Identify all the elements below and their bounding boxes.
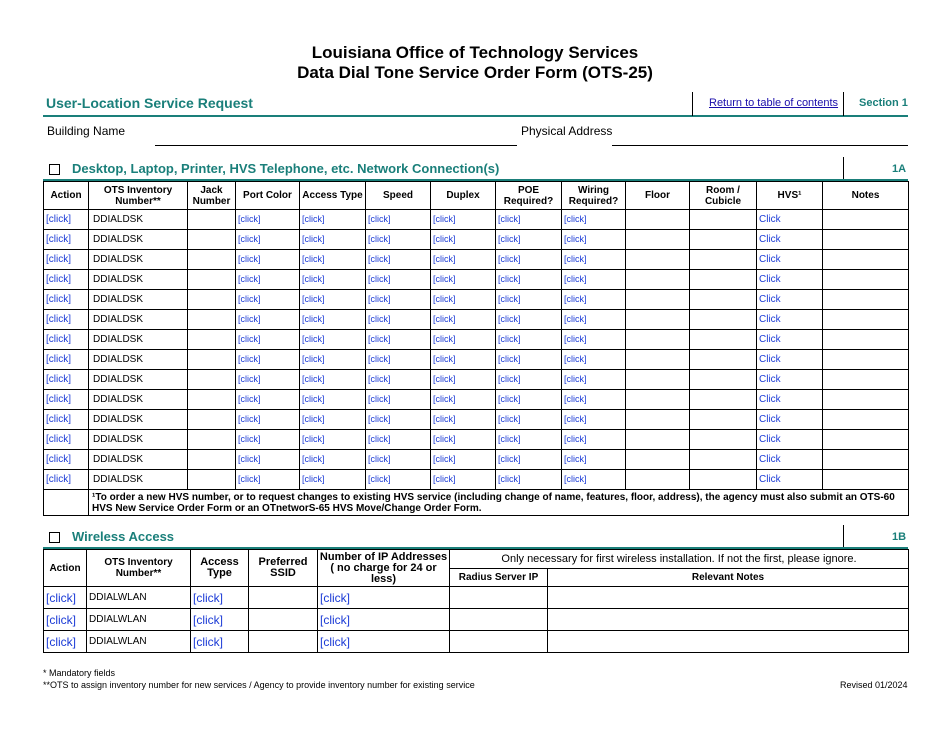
input-cell[interactable] [626,350,690,370]
select-click[interactable]: [click] [496,330,562,350]
select-click[interactable]: [click] [300,210,366,230]
section1-label: Section 1 [859,97,908,109]
select-click[interactable]: [click] [431,370,496,390]
inventory-number: DDIALDSK [89,310,188,330]
select-click[interactable]: [click] [236,270,300,290]
col-header-speed: Speed [366,182,431,210]
col-header-duplex: Duplex [431,182,496,210]
input-cell[interactable] [690,470,757,490]
input-cell[interactable] [823,470,909,490]
input-cell[interactable] [548,631,909,653]
action-click[interactable]: [click] [44,310,89,330]
select-click[interactable]: [click] [366,330,431,350]
revised-date: Revised 01/2024 [840,680,908,690]
select-click[interactable]: [click] [236,250,300,270]
inventory-number: DDIALDSK [89,470,188,490]
select-click[interactable]: [click] [300,470,366,490]
input-cell[interactable] [188,450,236,470]
divider [843,157,844,179]
col-header-ip-count: Number of IP Addresses ( no charge for 24 or less) [318,550,450,587]
input-cell[interactable] [690,230,757,250]
table-row [44,330,909,350]
select-click[interactable]: [click] [300,310,366,330]
select-click[interactable]: [click] [318,609,450,631]
select-click[interactable]: [click] [366,410,431,430]
select-click[interactable]: [click] [236,410,300,430]
select-click[interactable]: [click] [300,390,366,410]
select-click[interactable]: [click] [496,210,562,230]
select-click[interactable]: [click] [431,330,496,350]
table-row [44,410,909,430]
select-click[interactable]: [click] [431,390,496,410]
input-cell[interactable] [626,470,690,490]
section1b-title: Wireless Access [72,529,175,544]
table-row [44,230,909,250]
select-click[interactable]: [click] [562,310,626,330]
select-click[interactable]: [click] [496,450,562,470]
select-click[interactable]: [click] [562,230,626,250]
select-click[interactable]: [click] [366,310,431,330]
table-row [44,350,909,370]
select-click[interactable]: [click] [431,210,496,230]
action-click[interactable]: [click] [44,210,89,230]
first-install-note: Only necessary for first wireless installation. If not the first, please ignore. [450,550,909,569]
input-cell[interactable] [626,330,690,350]
input-cell[interactable] [188,390,236,410]
input-cell[interactable] [626,390,690,410]
select-click[interactable]: [click] [300,370,366,390]
select-click[interactable]: [click] [562,370,626,390]
select-click[interactable]: [click] [562,290,626,310]
input-cell[interactable] [188,470,236,490]
action-click[interactable]: [click] [44,330,89,350]
input-cell[interactable] [626,450,690,470]
input-cell[interactable] [626,410,690,430]
table-row [44,430,909,450]
action-click[interactable]: [click] [44,250,89,270]
col-header-jack: Jack Number [188,182,236,210]
divider [692,92,693,116]
select-click[interactable]: [click] [562,250,626,270]
input-cell[interactable] [823,230,909,250]
select-click[interactable]: [click] [562,270,626,290]
select-click[interactable]: [click] [562,330,626,350]
inventory-number: DDIALDSK [89,430,188,450]
select-click[interactable]: [click] [366,450,431,470]
section1a-label: 1A [892,163,907,175]
select-click[interactable]: [click] [300,270,366,290]
select-click[interactable]: [click] [431,270,496,290]
form-title-line2: Data Dial Tone Service Order Form (OTS-25) [297,63,653,82]
return-to-toc-link[interactable]: Return to table of contents [709,97,839,109]
input-cell[interactable] [823,330,909,350]
input-cell[interactable] [823,310,909,330]
hvs-click[interactable]: Click [757,230,823,250]
select-click[interactable]: [click] [366,390,431,410]
input-cell[interactable] [249,631,318,653]
input-cell[interactable] [249,587,318,609]
select-click[interactable]: [click] [562,430,626,450]
input-cell[interactable] [188,430,236,450]
action-click[interactable]: [click] [44,390,89,410]
select-click[interactable]: [click] [496,430,562,450]
section1b-label: 1B [892,531,907,543]
input-cell[interactable] [188,330,236,350]
section1b-checkbox[interactable] [49,532,60,543]
table-row [44,270,909,290]
inventory-number: DDIALDSK [89,410,188,430]
select-click[interactable]: [click] [236,310,300,330]
input-cell[interactable] [450,631,548,653]
table-row [44,250,909,270]
table-row [44,290,909,310]
select-click[interactable]: [click] [366,430,431,450]
input-cell[interactable] [450,587,548,609]
select-click[interactable]: [click] [318,587,450,609]
input-cell[interactable] [823,250,909,270]
input-cell[interactable] [690,290,757,310]
physical-address-label: Physical Address [521,124,613,138]
select-click[interactable]: [click] [496,290,562,310]
input-cell[interactable] [823,270,909,290]
action-click[interactable]: [click] [44,410,89,430]
select-click[interactable]: [click] [300,230,366,250]
action-click[interactable]: [click] [44,470,89,490]
hvs-click[interactable]: Click [757,310,823,330]
col-header-ssid: Preferred SSID [249,550,318,587]
select-click[interactable]: [click] [191,631,249,653]
input-cell[interactable] [188,290,236,310]
input-cell[interactable] [548,587,909,609]
select-click[interactable]: [click] [562,450,626,470]
input-cell[interactable] [690,390,757,410]
select-click[interactable]: [click] [366,370,431,390]
select-click[interactable]: [click] [236,330,300,350]
select-click[interactable]: [click] [431,310,496,330]
col-header-floor: Floor [626,182,690,210]
input-cell[interactable] [690,210,757,230]
divider [843,92,844,116]
select-click[interactable]: [click] [496,230,562,250]
select-click[interactable]: [click] [318,631,450,653]
select-click[interactable]: [click] [562,470,626,490]
hvs-click[interactable]: Click [757,470,823,490]
col-header-inventory: OTS Inventory Number** [87,550,191,587]
input-cell[interactable] [188,270,236,290]
input-cell[interactable] [690,430,757,450]
table-row [44,631,909,653]
input-cell[interactable] [548,609,909,631]
hvs-click[interactable]: Click [757,410,823,430]
col-header-wiring: Wiring Required? [562,182,626,210]
inventory-number: DDIALDSK [89,370,188,390]
form-title-line1: Louisiana Office of Technology Services [311,43,639,62]
inventory-note: **OTS to assign inventory number for new services / Agency to provide inventory number for existing service [43,680,475,690]
hvs-click[interactable]: Click [757,450,823,470]
select-click[interactable]: [click] [431,290,496,310]
select-click[interactable]: [click] [496,390,562,410]
input-cell[interactable] [626,210,690,230]
col-header-room: Room / Cubicle [690,182,757,210]
action-click[interactable]: [click] [44,370,89,390]
select-click[interactable]: [click] [496,310,562,330]
col-header-action: Action [44,182,89,210]
section1a-checkbox[interactable] [49,164,60,175]
select-click[interactable]: [click] [300,350,366,370]
select-click[interactable]: [click] [300,410,366,430]
input-cell[interactable] [823,370,909,390]
select-click[interactable]: [click] [236,450,300,470]
col-header-relevant-notes: Relevant Notes [548,569,909,587]
input-cell[interactable] [188,350,236,370]
hvs-click[interactable]: Click [757,250,823,270]
select-click[interactable]: [click] [431,350,496,370]
table-row [44,609,909,631]
input-cell[interactable] [690,330,757,350]
input-cell[interactable] [626,290,690,310]
action-click[interactable]: [click] [44,230,89,250]
wireless-access-table [43,549,909,653]
input-cell[interactable] [626,310,690,330]
action-click[interactable]: [click] [44,350,89,370]
select-click[interactable]: [click] [236,210,300,230]
select-click[interactable]: [click] [300,430,366,450]
select-click[interactable]: [click] [191,609,249,631]
inventory-number: DDIALDSK [89,210,188,230]
inventory-number: DDIALDSK [89,350,188,370]
select-click[interactable]: [click] [300,450,366,470]
col-header-action: Action [44,550,87,587]
select-click[interactable]: [click] [366,350,431,370]
col-header-notes: Notes [823,182,909,210]
select-click[interactable]: [click] [236,290,300,310]
hvs-click[interactable]: Click [757,390,823,410]
inventory-number: DDIALDSK [89,330,188,350]
hvs-click[interactable]: Click [757,210,823,230]
select-click[interactable]: [click] [300,290,366,310]
hvs-click[interactable]: Click [757,430,823,450]
inventory-number: DDIALWLAN [87,631,191,653]
select-click[interactable]: [click] [191,587,249,609]
input-cell[interactable] [823,210,909,230]
input-cell[interactable] [690,310,757,330]
input-cell[interactable] [823,410,909,430]
select-click[interactable]: [click] [496,250,562,270]
action-click[interactable]: [click] [44,609,87,631]
select-click[interactable]: [click] [431,230,496,250]
inventory-number: DDIALDSK [89,390,188,410]
action-click[interactable]: [click] [44,450,89,470]
select-click[interactable]: [click] [366,230,431,250]
select-click[interactable]: [click] [366,290,431,310]
section1-rule [43,115,908,117]
input-cell[interactable] [690,270,757,290]
inventory-number: DDIALDSK [89,270,188,290]
select-click[interactable]: [click] [431,470,496,490]
input-cell[interactable] [188,230,236,250]
input-cell[interactable] [823,390,909,410]
input-cell[interactable] [823,350,909,370]
table-row [44,390,909,410]
divider [843,525,844,547]
input-cell[interactable] [450,609,548,631]
action-click[interactable]: [click] [44,290,89,310]
input-cell[interactable] [823,290,909,310]
input-cell[interactable] [188,310,236,330]
select-click[interactable]: [click] [431,410,496,430]
physical-address-field[interactable] [612,145,908,146]
select-click[interactable]: [click] [496,470,562,490]
select-click[interactable]: [click] [236,470,300,490]
hvs-footnote: ¹To order a new HVS number, or to request changes to existing HVS service (including change of name, features, floor, address), the agency must also submit an OTS-60 HVS New Service Order Form or an OTnetworS-65 HVS Move/Change Order Form. [89,490,909,516]
table-row [44,587,909,609]
select-click[interactable]: [click] [496,370,562,390]
input-cell[interactable] [690,250,757,270]
building-name-label: Building Name [47,124,126,138]
input-cell[interactable] [823,450,909,470]
select-click[interactable]: [click] [366,250,431,270]
input-cell[interactable] [690,350,757,370]
input-cell[interactable] [690,450,757,470]
table-row [44,210,909,230]
table-row [44,370,909,390]
input-cell[interactable] [690,370,757,390]
input-cell[interactable] [626,430,690,450]
input-cell[interactable] [188,370,236,390]
select-click[interactable]: [click] [496,410,562,430]
select-click[interactable]: [click] [366,210,431,230]
input-cell[interactable] [188,410,236,430]
network-connections-table [43,181,909,516]
select-click[interactable]: [click] [562,390,626,410]
input-cell[interactable] [626,250,690,270]
select-click[interactable]: [click] [562,410,626,430]
hvs-click[interactable]: Click [757,350,823,370]
select-click[interactable]: [click] [562,350,626,370]
select-click[interactable]: [click] [431,430,496,450]
select-click[interactable]: [click] [366,270,431,290]
select-click[interactable]: [click] [562,210,626,230]
select-click[interactable]: [click] [300,250,366,270]
input-cell[interactable] [626,370,690,390]
select-click[interactable]: [click] [236,370,300,390]
input-cell[interactable] [823,430,909,450]
table-row [44,450,909,470]
select-click[interactable]: [click] [496,350,562,370]
select-click[interactable]: [click] [431,250,496,270]
select-click[interactable]: [click] [236,350,300,370]
select-click[interactable]: [click] [366,470,431,490]
inventory-number: DDIALDSK [89,230,188,250]
inventory-number: DDIALDSK [89,450,188,470]
inventory-number: DDIALWLAN [87,587,191,609]
section1a-title: Desktop, Laptop, Printer, HVS Telephone, etc. Network Connection(s) [72,161,500,176]
inventory-number: DDIALDSK [89,250,188,270]
input-cell[interactable] [188,250,236,270]
action-click[interactable]: [click] [44,587,87,609]
col-header-access-type: Access Type [191,550,249,587]
select-click[interactable]: [click] [431,450,496,470]
col-header-radius-ip: Radius Server IP [450,569,548,587]
col-header-port-color: Port Color [236,182,300,210]
action-click[interactable]: [click] [44,430,89,450]
table-row [44,470,909,490]
inventory-number: DDIALDSK [89,290,188,310]
col-header-hvs: HVS¹ [757,182,823,210]
section1-title: User-Location Service Request [46,95,253,111]
input-cell[interactable] [188,210,236,230]
col-header-inventory: OTS Inventory Number** [89,182,188,210]
select-click[interactable]: [click] [236,230,300,250]
col-header-poe: POE Required? [496,182,562,210]
input-cell[interactable] [690,410,757,430]
hvs-click[interactable]: Click [757,370,823,390]
table-row [44,310,909,330]
hvs-click[interactable]: Click [757,290,823,310]
select-click[interactable]: [click] [496,270,562,290]
mandatory-note: * Mandatory fields [43,668,116,678]
select-click[interactable]: [click] [300,330,366,350]
action-click[interactable]: [click] [44,270,89,290]
inventory-number: DDIALWLAN [87,609,191,631]
input-cell[interactable] [626,270,690,290]
action-click[interactable]: [click] [44,631,87,653]
building-name-field[interactable] [155,145,517,146]
hvs-click[interactable]: Click [757,330,823,350]
hvs-click[interactable]: Click [757,270,823,290]
input-cell[interactable] [626,230,690,250]
select-click[interactable]: [click] [236,390,300,410]
input-cell[interactable] [249,609,318,631]
select-click[interactable]: [click] [236,430,300,450]
col-header-access-type: Access Type [300,182,366,210]
